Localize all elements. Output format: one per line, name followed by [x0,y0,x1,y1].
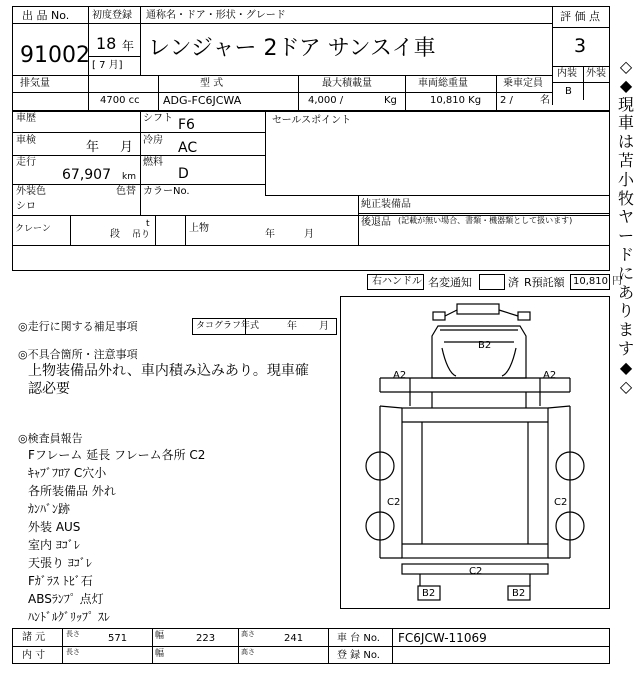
length-label: 長さ [66,630,80,638]
r-price-label: R預託額 [524,276,565,289]
history-frame [12,111,610,271]
damage-mark-rear-right: B2 [512,588,526,599]
mileage-unit: km [122,172,136,182]
damage-mark-left-rear: C2 [387,497,401,508]
upper-year: 年 [265,229,275,240]
registration-year: 18 [96,34,117,53]
lot-label: 出 品 No. [22,9,70,22]
report-line: Fフレーム 延長 フレーム各所 C2 [28,448,206,462]
fuel-value: D [178,166,189,182]
max-load-value: 4,000 / [308,95,344,106]
aftermarket-note: (記載が無い場合、書類・機器類として扱います) [398,216,573,225]
registration-year-unit: 年 [122,39,135,53]
score-label: 評 価 点 [560,10,600,23]
inspection-month-unit: 月 [120,140,134,155]
report-line: 各所装備品 外れ [28,484,116,498]
crane-ton: t [146,219,150,229]
displacement-value: 4700 cc [100,95,140,106]
model-value: ADG-FC6JCWA [163,94,242,107]
damage-mark-bottom: C2 [469,566,483,577]
score-value: 3 [574,35,587,57]
genuine-equipment-label: 純正装備品 [361,199,411,210]
height-label: 高さ [241,630,255,638]
damage-mark-right-front: A2 [543,370,557,381]
capacity-unit: 名 [540,95,550,106]
defect-label: ◎不具合箇所・注意事項 [18,348,138,361]
inspection-label: 車検 [16,135,36,146]
width-label: 幅 [155,631,165,641]
registration-month: [ 7 月] [92,60,123,71]
model-label: 型 式 [200,78,224,89]
report-line: 天張り ﾖｺﾞﾚ [28,556,92,570]
color-number-label: カラーNo. [143,186,190,197]
report-line: 外装 AUS [28,520,81,534]
color-change-label: 色替 [116,186,136,197]
upper-month: 月 [304,229,314,240]
shift-label: シフト [143,113,173,124]
r-price-value: 10,810 [573,276,608,287]
ext-color-value: シロ [16,201,36,212]
r-price-unit: 円 [612,276,622,287]
interior-grade: B [565,86,572,97]
report-line: Fｶﾞﾗｽ ﾄﾋﾞ石 [28,574,93,588]
damage-mark-right-rear: C2 [554,497,568,508]
history-label: 車歴 [16,113,36,124]
capacity-label: 乗車定員 [503,78,543,89]
name-change-label: 名変通知 [428,276,472,289]
report-line: ABSﾗﾝﾌﾟ 点灯 [28,592,104,606]
height-label: 高さ [241,648,255,656]
dims-label: 諸 元 [22,632,46,643]
length-value: 571 [108,633,128,644]
mileage-value: 67,907 [62,167,111,183]
crane-label: クレーン [15,224,51,234]
lot-number: 91002 [20,43,90,68]
length-label: 長さ [66,648,80,656]
interior-dims-label: 内 寸 [22,650,46,661]
sales-point-label: セールスポイント [272,115,352,126]
defect-line-1: 上物装備品外れ、車内積み込みあり。現車確 [28,363,309,379]
crane-stage: 段 [110,229,120,240]
width-value: 223 [196,633,216,644]
interior-label: 内装 [557,68,577,79]
report-line: ﾊﾝﾄﾞﾙｸﾞﾘｯﾌﾟ ｽﾚ [28,610,110,624]
defect-line-2: 認必要 [28,381,70,397]
inspector-report-label: ◎検査員報告 [18,432,83,445]
max-load-unit: Kg [384,95,397,106]
driving-notes-label: ◎走行に関する補足事項 [18,320,138,333]
exterior-label: 外装 [586,68,606,79]
tacho-year: 年 [287,321,297,332]
inspection-year-unit: 年 [86,140,100,155]
report-line: ｶﾝﾊﾞﾝ跡 [28,502,71,516]
height-value: 241 [284,633,304,644]
chassis-label: 車 台 No. [337,633,380,644]
mileage-label: 走行 [16,157,36,168]
aircon-label: 冷房 [143,135,163,146]
truck-outline-diagram [340,296,610,609]
name-change-done: 済 [508,276,519,289]
aircon-value: AC [178,140,198,156]
ext-color-label: 外装色 [16,186,46,197]
capacity-value: 2 / [500,95,513,106]
damage-mark-rear-left: B2 [422,588,436,599]
report-line: ｷｬﾌﾞﾌﾛｱ C穴小 [28,466,107,480]
shift-value: F6 [178,117,195,133]
right-hand-label: 右ハンドル [372,276,422,287]
fuel-label: 燃料 [143,157,163,168]
first-registration-label: 初度登録 [92,10,132,21]
displacement-label: 排気量 [20,78,50,89]
chassis-value: FC6JCW-11069 [398,631,487,645]
gross-weight-label: 車両総重量 [418,78,468,89]
tacho-month: 月 [319,321,329,332]
vehicle-name-label: 通称名・ドア・形状・グレード [146,10,286,21]
aftermarket-label: 後退品 [361,217,391,228]
tacho-label: タコグラフ年式 [196,321,260,331]
width-label: 幅 [155,649,165,659]
vehicle-name: レンジャー 2ドア サンスイ車 [148,36,436,61]
crane-hang: 吊り [132,230,151,240]
max-load-label: 最大積載量 [322,78,372,89]
damage-mark-left-front: A2 [393,370,407,381]
name-change-box [479,274,505,290]
gross-weight-value: 10,810 Kg [430,95,482,106]
report-line: 室内 ﾖｺﾞﾚ [28,538,80,552]
upper-body-label: 上物 [189,223,209,234]
side-banner: ◇ ◆ 現 車 は 苫 小 牧 ヤ ー ド に あ り ま す ◆ ◇ [617,57,634,396]
registration-no-label: 登 録 No. [337,650,380,661]
damage-mark-cab: B2 [478,340,492,351]
